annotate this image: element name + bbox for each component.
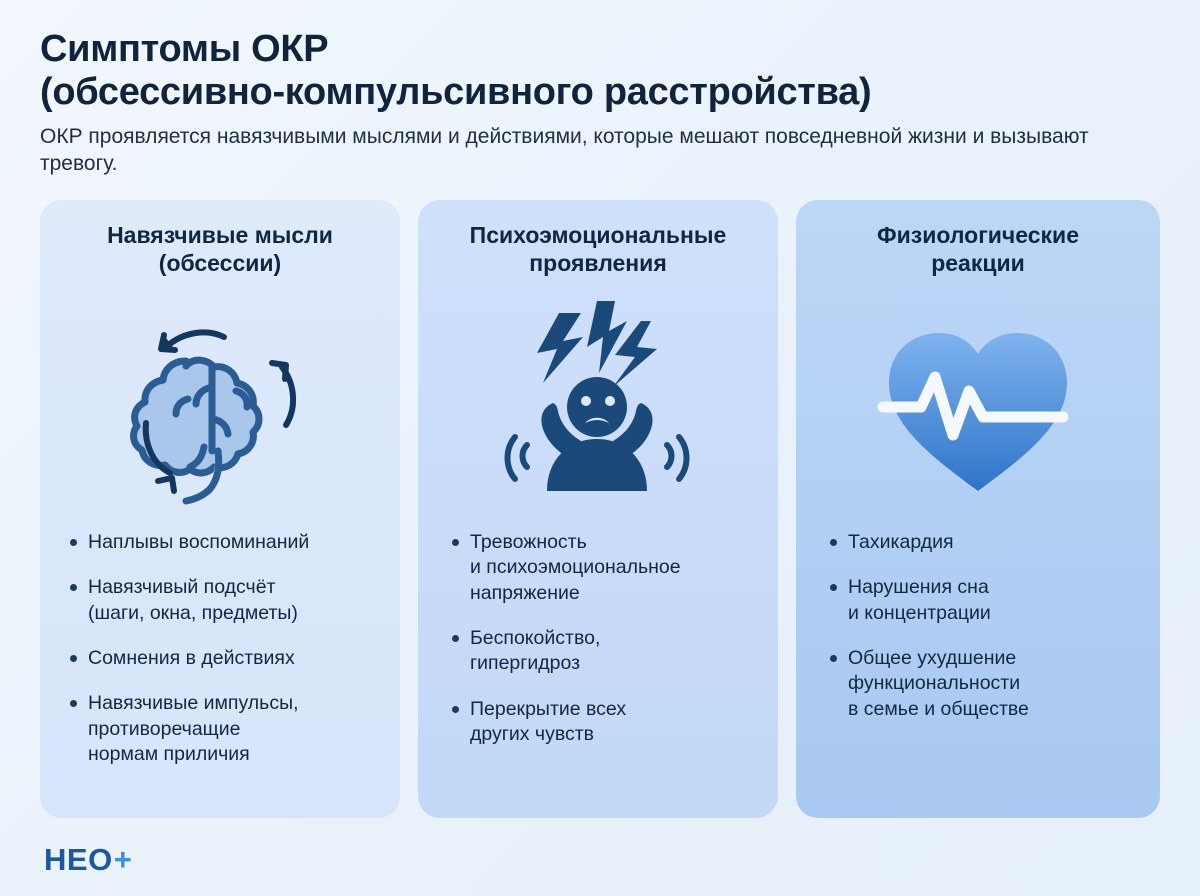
card-title-line-2: (обсессии) [158, 249, 282, 276]
bullet-line-1: Беспокойство, [470, 627, 601, 650]
card-title [814, 222, 1142, 280]
card-physiological [796, 200, 1160, 818]
heart-pulse-icon [853, 295, 1103, 515]
bullet-line-1: Тахикардия [848, 531, 954, 554]
list-item [68, 646, 378, 671]
list-item [450, 697, 756, 748]
bullet-line-1: Наплывы воспоминаний [88, 531, 310, 554]
bullet-line-1: Перекрытие всех [470, 697, 627, 720]
bullet-line-1: Навязчивый подсчёт [88, 576, 276, 599]
list-item [828, 646, 1138, 722]
card-title-line-2: реакции [931, 249, 1025, 276]
card-bullet-list [58, 530, 382, 800]
card-obsessive-thoughts [40, 200, 400, 818]
card-title [58, 222, 382, 280]
bullet-line-3: напряжение [470, 581, 580, 604]
bullet-line-2: противоречащие [88, 717, 241, 740]
bullet-line-3: нормам приличия [88, 743, 250, 766]
list-item [68, 530, 378, 555]
bullet-line-2: гипергидроз [470, 652, 581, 675]
card-icon-area [814, 280, 1142, 530]
cards-row [40, 200, 1160, 818]
bullet-line-1: Тревожность [470, 531, 587, 554]
page-subtitle-line-2: повседневной жизни и вызывают тревогу. [40, 124, 1089, 176]
list-item [450, 530, 756, 606]
bullet-line-1: Нарушения сна [848, 576, 989, 599]
card-title-line-1: Навязчивые мысли [107, 222, 333, 249]
bullet-line-1: Общее ухудшение [848, 647, 1017, 670]
card-psychoemotional [418, 200, 778, 818]
page-subtitle-line-1: ОКР проявляется навязчивыми мыслями и действиями, которые мешают [40, 124, 759, 148]
card-title-line-1: Физиологические [877, 222, 1079, 249]
card-icon-area [436, 280, 760, 530]
card-bullet-list [814, 530, 1142, 800]
card-title [436, 222, 760, 280]
list-item [450, 626, 756, 677]
brand-logo [44, 842, 132, 878]
page-title-line-2: (обсессивно-компульсивного расстройства) [40, 71, 872, 114]
page-title [40, 28, 1160, 115]
bullet-line-2: функциональности [848, 672, 1021, 695]
page-subtitle [40, 123, 1090, 178]
page-title-line-1: Симптомы ОКР [40, 28, 329, 70]
bullet-line-2: других чувств [470, 723, 595, 746]
card-title-line-2: проявления [529, 249, 667, 276]
bullet-line-1: Навязчивые импульсы, [88, 692, 299, 715]
bullet-line-2: и концентрации [848, 601, 991, 624]
stressed-person-icon [473, 295, 723, 515]
bullet-line-2: (шаги, окна, предметы) [88, 601, 298, 624]
list-item [68, 691, 378, 767]
logo-plus-icon: + [113, 842, 132, 877]
brain-icon [100, 295, 340, 515]
bullet-line-3: в семье и обществе [848, 697, 1029, 720]
card-icon-area [58, 280, 382, 530]
bullet-line-1: Сомнения в действиях [88, 647, 295, 670]
logo-text: НЕО [44, 842, 113, 877]
list-item [68, 575, 378, 626]
card-bullet-list [436, 530, 760, 800]
list-item [828, 575, 1138, 626]
card-title-line-1: Психоэмоциональные [469, 222, 727, 249]
list-item [828, 530, 1138, 555]
bullet-line-2: и психоэмоциональное [470, 556, 681, 579]
